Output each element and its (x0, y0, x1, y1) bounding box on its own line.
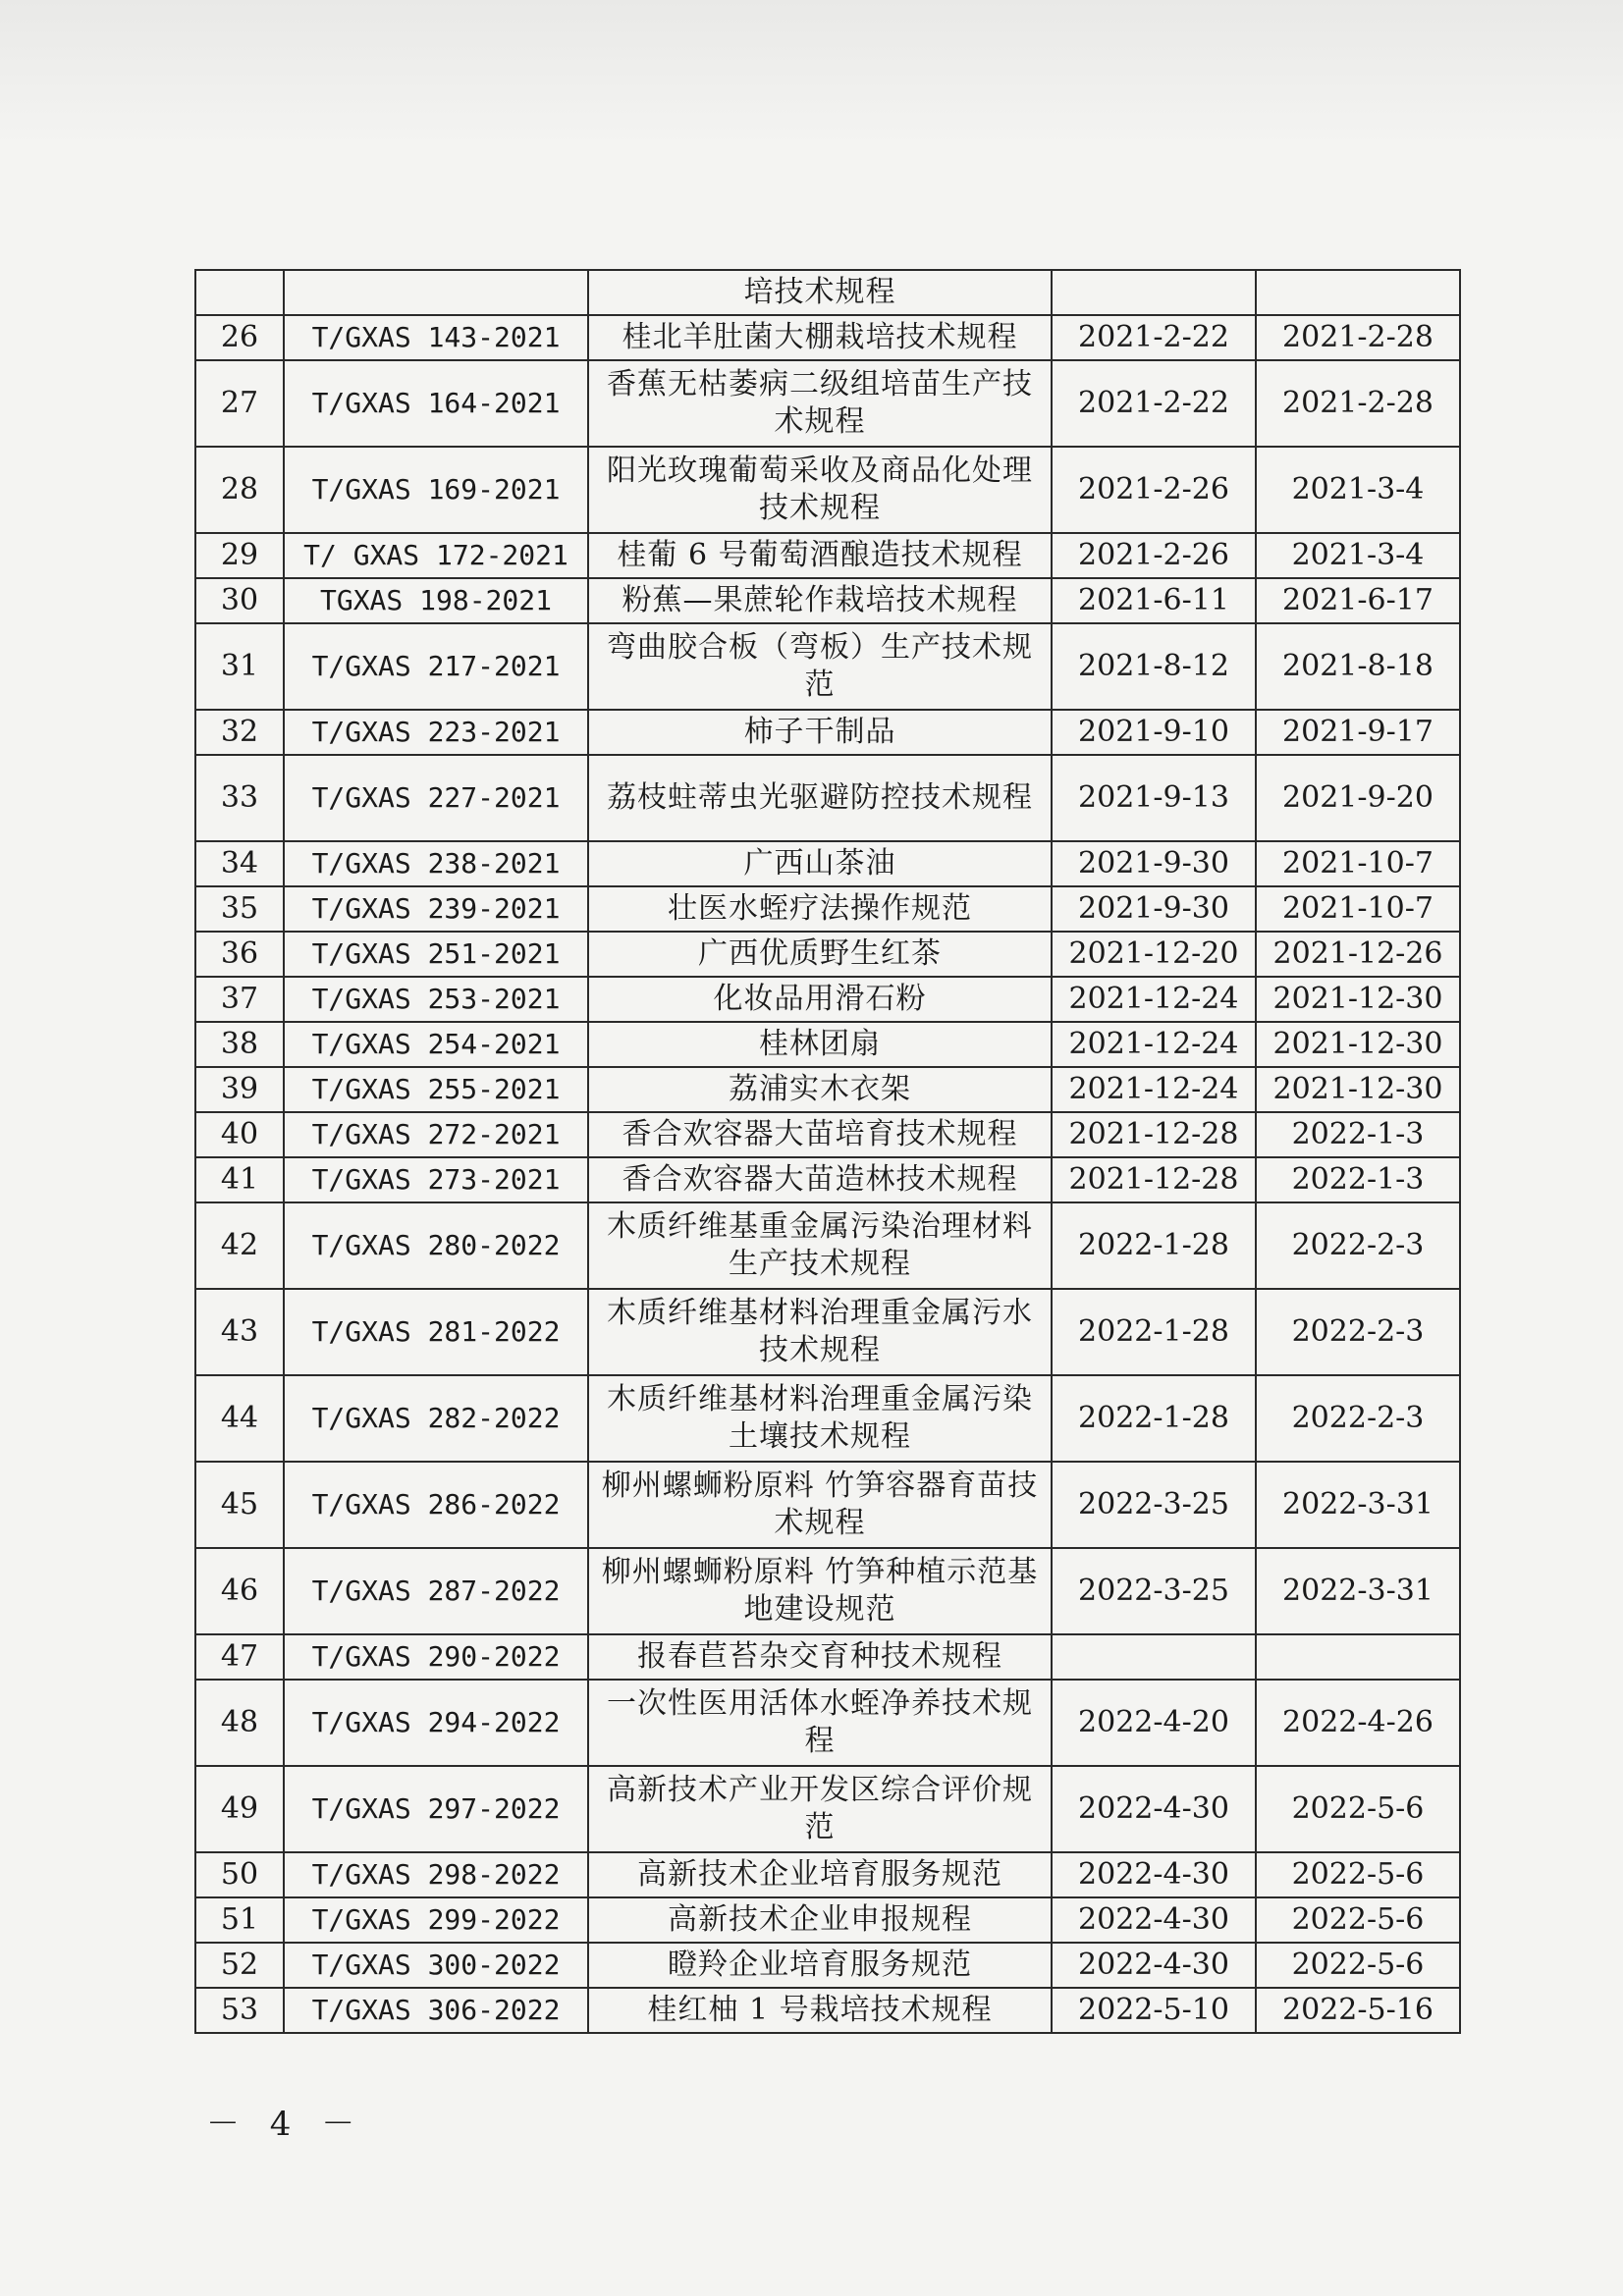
implement-date: 2022-5-16 (1256, 1988, 1460, 2033)
standard-name: 粉蕉—果蔗轮作栽培技术规程 (588, 578, 1052, 623)
standard-name: 桂林团扇 (588, 1022, 1052, 1067)
table-row (195, 1067, 1460, 1112)
standard-name: 高新技术企业培育服务规范 (588, 1852, 1052, 1897)
table-row (195, 533, 1460, 578)
row-number (195, 270, 284, 315)
table-row (195, 1112, 1460, 1157)
standard-code: T/GXAS 287-2022 (284, 1548, 588, 1634)
implement-date: 2021-3-4 (1256, 447, 1460, 533)
publish-date: 2021-12-28 (1052, 1157, 1256, 1202)
standard-name: 壮医水蛭疗法操作规范 (588, 886, 1052, 932)
implement-date: 2021-3-4 (1256, 533, 1460, 578)
row-number: 41 (195, 1157, 284, 1202)
publish-date: 2021-9-30 (1052, 841, 1256, 886)
row-number: 38 (195, 1022, 284, 1067)
standard-name: 香合欢容器大苗造林技术规程 (588, 1157, 1052, 1202)
implement-date: 2022-2-3 (1256, 1289, 1460, 1375)
row-number: 31 (195, 623, 284, 710)
publish-date: 2022-3-25 (1052, 1462, 1256, 1548)
standard-code: T/GXAS 223-2021 (284, 710, 588, 755)
publish-date: 2021-8-12 (1052, 623, 1256, 710)
row-number: 45 (195, 1462, 284, 1548)
standard-code: T/GXAS 273-2021 (284, 1157, 588, 1202)
table-row (195, 360, 1460, 447)
standard-name: 柿子干制品 (588, 710, 1052, 755)
standard-code: T/ GXAS 172-2021 (284, 533, 588, 578)
standard-name: 阳光玫瑰葡萄采收及商品化处理技术规程 (588, 447, 1052, 533)
standard-name: 高新技术产业开发区综合评价规范 (588, 1766, 1052, 1852)
standard-code: T/GXAS 280-2022 (284, 1202, 588, 1289)
standard-code: T/GXAS 238-2021 (284, 841, 588, 886)
implement-date: 2021-12-30 (1256, 977, 1460, 1022)
table-row (195, 886, 1460, 932)
table-row (195, 1852, 1460, 1897)
implement-date: 2021-10-7 (1256, 841, 1460, 886)
publish-date: 2021-12-20 (1052, 932, 1256, 977)
row-number: 42 (195, 1202, 284, 1289)
table-row (195, 1897, 1460, 1943)
standard-name: 柳州螺蛳粉原料 竹笋种植示范基地建设规范 (588, 1548, 1052, 1634)
standard-name: 广西山茶油 (588, 841, 1052, 886)
table-row (195, 1680, 1460, 1766)
row-number: 32 (195, 710, 284, 755)
row-number: 26 (195, 315, 284, 360)
table-row (195, 578, 1460, 623)
row-number: 51 (195, 1897, 284, 1943)
publish-date: 2022-1-28 (1052, 1289, 1256, 1375)
standard-code: T/GXAS 227-2021 (284, 755, 588, 841)
table-row (195, 1157, 1460, 1202)
row-number: 47 (195, 1634, 284, 1680)
standard-code: T/GXAS 290-2022 (284, 1634, 588, 1680)
implement-date: 2021-10-7 (1256, 886, 1460, 932)
publish-date: 2021-6-11 (1052, 578, 1256, 623)
publish-date: 2022-5-10 (1052, 1988, 1256, 2033)
table-row (195, 1943, 1460, 1988)
standard-code: T/GXAS 294-2022 (284, 1680, 588, 1766)
row-number: 39 (195, 1067, 284, 1112)
implement-date (1256, 270, 1460, 315)
row-number: 52 (195, 1943, 284, 1988)
standard-name: 木质纤维基材料治理重金属污水技术规程 (588, 1289, 1052, 1375)
publish-date: 2022-1-28 (1052, 1375, 1256, 1462)
table-row (195, 1375, 1460, 1462)
implement-date: 2022-3-31 (1256, 1548, 1460, 1634)
row-number: 37 (195, 977, 284, 1022)
table-row (195, 1634, 1460, 1680)
implement-date: 2022-5-6 (1256, 1766, 1460, 1852)
implement-date: 2022-2-3 (1256, 1375, 1460, 1462)
table-row (195, 755, 1460, 841)
implement-date: 2021-2-28 (1256, 315, 1460, 360)
implement-date: 2021-12-26 (1256, 932, 1460, 977)
row-number: 50 (195, 1852, 284, 1897)
row-number: 27 (195, 360, 284, 447)
row-number: 40 (195, 1112, 284, 1157)
table-row (195, 1462, 1460, 1548)
standard-name: 广西优质野生红茶 (588, 932, 1052, 977)
table-row (195, 1289, 1460, 1375)
publish-date: 2021-9-10 (1052, 710, 1256, 755)
standard-name: 荔浦实木衣架 (588, 1067, 1052, 1112)
row-number: 53 (195, 1988, 284, 2033)
row-number: 29 (195, 533, 284, 578)
row-number: 48 (195, 1680, 284, 1766)
standards-table (194, 269, 1461, 2034)
row-number: 34 (195, 841, 284, 886)
publish-date: 2022-4-30 (1052, 1897, 1256, 1943)
table-row (195, 270, 1460, 315)
implement-date: 2022-5-6 (1256, 1852, 1460, 1897)
table-row (195, 841, 1460, 886)
implement-date: 2021-6-17 (1256, 578, 1460, 623)
standard-name: 一次性医用活体水蛭净养技术规程 (588, 1680, 1052, 1766)
row-number: 35 (195, 886, 284, 932)
standard-name: 报春苣苔杂交育种技术规程 (588, 1634, 1052, 1680)
implement-date: 2021-12-30 (1256, 1022, 1460, 1067)
implement-date: 2021-9-20 (1256, 755, 1460, 841)
standard-name: 化妆品用滑石粉 (588, 977, 1052, 1022)
standards-table-container (194, 269, 1443, 2034)
standard-code: T/GXAS 253-2021 (284, 977, 588, 1022)
standard-code: T/GXAS 251-2021 (284, 932, 588, 977)
standard-name: 荔枝蛀蒂虫光驱避防控技术规程 (588, 755, 1052, 841)
row-number: 28 (195, 447, 284, 533)
publish-date: 2022-1-28 (1052, 1202, 1256, 1289)
standard-name: 桂北羊肚菌大棚栽培技术规程 (588, 315, 1052, 360)
publish-date (1052, 1634, 1256, 1680)
standard-name: 柳州螺蛳粉原料 竹笋容器育苗技术规程 (588, 1462, 1052, 1548)
publish-date (1052, 270, 1256, 315)
standard-name: 香合欢容器大苗培育技术规程 (588, 1112, 1052, 1157)
implement-date (1256, 1634, 1460, 1680)
table-row (195, 1022, 1460, 1067)
implement-date: 2022-1-3 (1256, 1157, 1460, 1202)
standard-code: T/GXAS 239-2021 (284, 886, 588, 932)
page-number: － 4 － (206, 2105, 365, 2144)
table-row (195, 710, 1460, 755)
standard-name: 桂葡 6 号葡萄酒酿造技术规程 (588, 533, 1052, 578)
standard-code: T/GXAS 254-2021 (284, 1022, 588, 1067)
table-row (195, 1548, 1460, 1634)
table-row (195, 623, 1460, 710)
publish-date: 2021-2-26 (1052, 447, 1256, 533)
standard-code: T/GXAS 169-2021 (284, 447, 588, 533)
row-number: 43 (195, 1289, 284, 1375)
implement-date: 2021-8-18 (1256, 623, 1460, 710)
publish-date: 2021-2-26 (1052, 533, 1256, 578)
implement-date: 2022-3-31 (1256, 1462, 1460, 1548)
publish-date: 2021-2-22 (1052, 315, 1256, 360)
row-number: 33 (195, 755, 284, 841)
implement-date: 2022-1-3 (1256, 1112, 1460, 1157)
standard-code: T/GXAS 164-2021 (284, 360, 588, 447)
standard-code: T/GXAS 272-2021 (284, 1112, 588, 1157)
table-row (195, 1988, 1460, 2033)
implement-date: 2021-2-28 (1256, 360, 1460, 447)
table-row (195, 977, 1460, 1022)
implement-date: 2022-2-3 (1256, 1202, 1460, 1289)
standard-code: T/GXAS 300-2022 (284, 1943, 588, 1988)
implement-date: 2021-12-30 (1256, 1067, 1460, 1112)
standard-code: T/GXAS 298-2022 (284, 1852, 588, 1897)
standard-code: T/GXAS 299-2022 (284, 1897, 588, 1943)
publish-date: 2022-3-25 (1052, 1548, 1256, 1634)
standard-code: TGXAS 198-2021 (284, 578, 588, 623)
row-number: 46 (195, 1548, 284, 1634)
publish-date: 2022-4-30 (1052, 1766, 1256, 1852)
publish-date: 2021-12-24 (1052, 1022, 1256, 1067)
standard-code: T/GXAS 306-2022 (284, 1988, 588, 2033)
publish-date: 2021-9-13 (1052, 755, 1256, 841)
row-number: 30 (195, 578, 284, 623)
table-row (195, 1766, 1460, 1852)
publish-date: 2021-12-28 (1052, 1112, 1256, 1157)
standard-code: T/GXAS 143-2021 (284, 315, 588, 360)
implement-date: 2022-5-6 (1256, 1897, 1460, 1943)
standard-code (284, 270, 588, 315)
table-row (195, 315, 1460, 360)
standard-name: 瞪羚企业培育服务规范 (588, 1943, 1052, 1988)
scan-shadow (0, 0, 1623, 147)
publish-date: 2021-12-24 (1052, 977, 1256, 1022)
publish-date: 2022-4-20 (1052, 1680, 1256, 1766)
implement-date: 2021-9-17 (1256, 710, 1460, 755)
standard-name: 弯曲胶合板（弯板）生产技术规范 (588, 623, 1052, 710)
row-number: 49 (195, 1766, 284, 1852)
standard-name: 木质纤维基材料治理重金属污染土壤技术规程 (588, 1375, 1052, 1462)
publish-date: 2022-4-30 (1052, 1852, 1256, 1897)
table-body (195, 270, 1460, 2033)
row-number: 36 (195, 932, 284, 977)
standard-name: 高新技术企业申报规程 (588, 1897, 1052, 1943)
standard-code: T/GXAS 255-2021 (284, 1067, 588, 1112)
table-row (195, 1202, 1460, 1289)
standard-code: T/GXAS 282-2022 (284, 1375, 588, 1462)
publish-date: 2021-12-24 (1052, 1067, 1256, 1112)
publish-date: 2022-4-30 (1052, 1943, 1256, 1988)
table-row (195, 447, 1460, 533)
standard-name: 木质纤维基重金属污染治理材料生产技术规程 (588, 1202, 1052, 1289)
standard-code: T/GXAS 217-2021 (284, 623, 588, 710)
implement-date: 2022-5-6 (1256, 1943, 1460, 1988)
implement-date: 2022-4-26 (1256, 1680, 1460, 1766)
standard-code: T/GXAS 297-2022 (284, 1766, 588, 1852)
standard-code: T/GXAS 281-2022 (284, 1289, 588, 1375)
standard-name: 培技术规程 (588, 270, 1052, 315)
row-number: 44 (195, 1375, 284, 1462)
publish-date: 2021-2-22 (1052, 360, 1256, 447)
standard-code: T/GXAS 286-2022 (284, 1462, 588, 1548)
table-row (195, 932, 1460, 977)
publish-date: 2021-9-30 (1052, 886, 1256, 932)
standard-name: 桂红柚 1 号栽培技术规程 (588, 1988, 1052, 2033)
standard-name: 香蕉无枯萎病二级组培苗生产技术规程 (588, 360, 1052, 447)
